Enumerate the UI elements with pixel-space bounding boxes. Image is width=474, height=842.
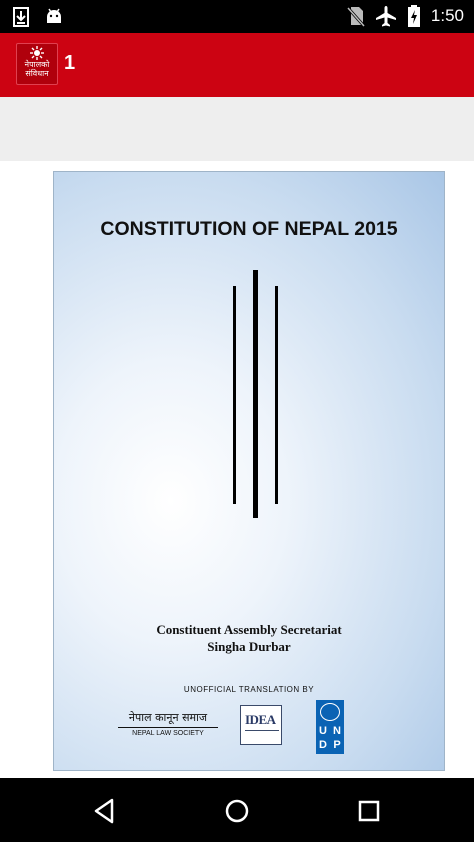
no-sim-icon — [347, 5, 365, 27]
issuer-block — [54, 621, 444, 655]
undp-letter: N — [333, 725, 341, 737]
translation-note: UNOFFICIAL TRANSLATION BY — [183, 685, 315, 694]
status-bar — [0, 0, 474, 33]
back-icon[interactable] — [90, 796, 120, 826]
undp-letter: U — [319, 725, 327, 737]
undp-logo — [316, 700, 344, 754]
android-icon — [44, 6, 64, 28]
nls-english: NEPAL LAW SOCIETY — [132, 730, 204, 737]
battery-charging-icon — [407, 5, 421, 27]
issuer-line2: Singha Durbar — [207, 639, 291, 654]
navigation-bar — [0, 778, 474, 842]
undp-letter: P — [333, 739, 341, 751]
un-globe-icon — [320, 703, 340, 721]
emblem-bar-left — [233, 286, 236, 504]
app-logo[interactable] — [16, 43, 58, 85]
nls-devanagari: नेपाल कानून समाज — [118, 710, 218, 728]
undp-letter: D — [319, 739, 327, 751]
logo-text-line2: संविधान — [25, 69, 49, 78]
clock: 1:50 — [430, 6, 464, 25]
idea-logo-text: IDEA — [245, 712, 276, 727]
recents-icon[interactable] — [354, 796, 384, 826]
sun-emblem-icon — [29, 46, 45, 60]
logo-text-line1: नेपालको — [24, 60, 50, 69]
emblem-bar-center — [253, 270, 258, 518]
home-icon[interactable] — [222, 796, 252, 826]
page-number-title: 1 — [64, 52, 76, 74]
download-icon — [12, 6, 30, 28]
toolbar-spacer — [0, 97, 474, 161]
nepal-law-society-logo — [118, 710, 218, 737]
issuer-line1: Constituent Assembly Secretariat — [156, 622, 342, 637]
idea-logo-rule — [245, 730, 279, 740]
document-page[interactable] — [53, 171, 445, 771]
airplane-icon — [375, 5, 397, 27]
document-title: CONSTITUTION OF NEPAL 2015 — [100, 218, 398, 240]
idea-logo — [240, 705, 282, 745]
app-bar — [0, 33, 474, 97]
emblem-bar-right — [275, 286, 278, 504]
